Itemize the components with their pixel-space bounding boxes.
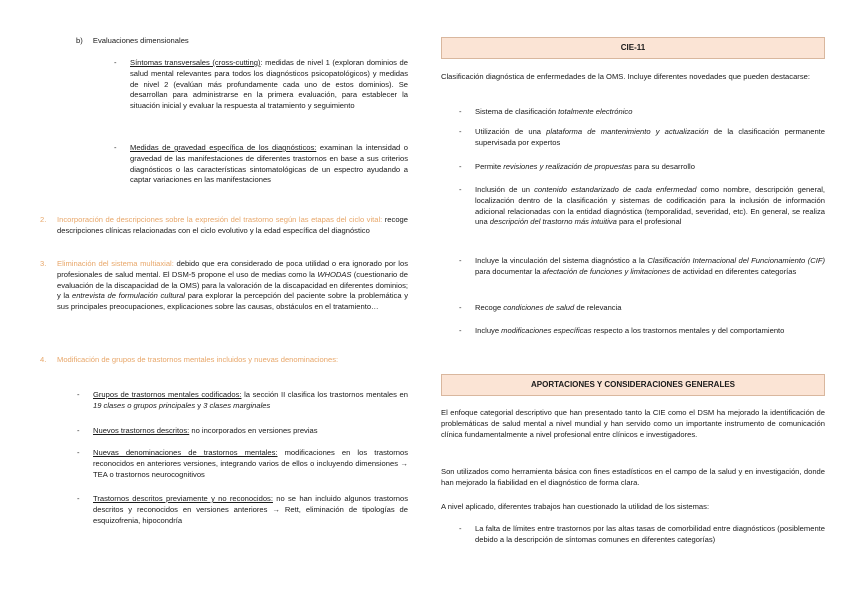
dash-bullet: -: [459, 107, 462, 116]
cie-item: - Incluye modificaciones específicas respecto a los trastornos mentales y del comportamiento: [459, 326, 785, 335]
item-text: recoge descripciones clínicas relacionadas con el ciclo evolutivo y la edad específica del diagnóstico: [57, 215, 408, 235]
dash-bullet: -: [459, 326, 462, 335]
item-4-sub-1: - Grupos de trastornos mentales codificados: la sección II clasifica los trastornos mentales en 19 clases o grupos principales y 3 clases marginales: [77, 390, 408, 410]
b-item-head: Síntomas transversales (cross-cutting): [130, 58, 261, 67]
b-item-cross-cutting: [114, 58, 408, 112]
b-item-text: examinan la intensidad o gravedad de las manifestaciones de diferentes trastornos en base a sus criterios diagnósticos o las características sintomatológicas de un espectro ayudando a captar variaciones en las manifestaciones: [130, 143, 408, 185]
item-4-sub-4: - Trastornos descritos previamente y no reconocidos: no se han incluido algunos trastornos descritos y reconocidos en versiones anteriores → Rett, eliminación de tipologías de esquizofrenia, hipocondría: [77, 494, 408, 525]
cie-11-header: CIE-11: [441, 37, 825, 59]
sub-head: Trastornos descritos previamente y no reconocidos:: [93, 494, 273, 503]
p3-item: - La falta de límites entre trastornos por las altas tasas de comorbilidad entre diagnósticos (posiblemente debido a la descripción de síntomas comunes en diferentes categorías): [459, 524, 825, 544]
cie-item: - Utilización de una plataforma de mantenimiento y actualización de la clasificación permanente supervisada por expertos: [459, 127, 825, 147]
b-item-text: : medidas de nivel 1 (exploran dominios de salud mental relevantes para todos los diagnósticos psicopatológicos) y medidas de nivel 2 (evalúan más profundamente cada uno de estos dominios). Se desarrollan para administrarse en la primera evaluación, para establecer la situación inicial y evaluar la respuesta al tratamiento y seguimiento: [130, 58, 408, 111]
cie-item: - Sistema de clasificación totalmente electrónico: [459, 107, 633, 116]
item-2-ciclo-vital: [40, 215, 408, 237]
sub-head: Nuevas denominaciones de trastornos mentales:: [93, 448, 278, 457]
item-3-multiaxial: 3. Eliminación del sistema multiaxial: debido que era considerado de poca utilidad o era ignorado por los profesionales de salud mental. El DSM-5 propone el uso de medias como la WHODAS (cuestionario de evaluación de la discapacidad de la OMS) para la valoración de la discapacidad en diferentes dominios; y la entrevista de formulación cultural para explorar la percepción del paciente sobre la problemática y sus principales preocupaciones, explicaciones sobre las causas, obstáculos en el tratamiento…: [40, 259, 408, 312]
cie-item: - Recoge condiciones de salud de relevancia: [459, 303, 622, 312]
item-number: 3.: [40, 259, 47, 268]
paragraph-3: A nivel aplicado, diferentes trabajos han cuestionado la utilidad de los sistemas:: [441, 502, 710, 511]
cie-item: - Inclusión de un contenido estandarizado de cada enfermedad como nombre, descripción general, localización dentro de la clasificación y sistemas de codificación para la inclusión de información adicional relacionadas con la entidad diagnóstica (temporalidad, severidad, etc). En general, se realiza una descripción del trastorno más intuitiva para el profesional: [459, 185, 825, 227]
dash-bullet: -: [459, 127, 462, 136]
section-b-label: b): [76, 36, 83, 45]
item-head: Modificación de grupos de trastornos mentales incluidos y nuevas denominaciones:: [57, 355, 339, 364]
cie-item: - Incluye la vinculación del sistema diagnóstico a la Clasificación Internacional del Funcionamiento (CIF) para documentar la afectación de funciones y limitaciones de actividad en diferentes categorías: [459, 256, 825, 276]
dash-bullet: -: [459, 303, 462, 312]
sub-head: Grupos de trastornos mentales codificados:: [93, 390, 242, 399]
dash-bullet: -: [114, 58, 117, 67]
aportaciones-header: APORTACIONES Y CONSIDERACIONES GENERALES: [441, 374, 825, 396]
b-item-head: Medidas de gravedad específica de los diagnósticos:: [130, 143, 317, 152]
item-4-sub-3: - Nuevas denominaciones de trastornos mentales: modificaciones en los trastornos reconocidos en anteriores versiones, integrando varios de ellos o incluyendo dimensiones → TEA o trastornos neurocognitivos: [77, 448, 408, 479]
dash-bullet: -: [77, 494, 80, 503]
section-b-heading: [76, 36, 189, 47]
b-item-gravedad: [114, 143, 408, 186]
entrevista-term: entrevista de formulación cultural: [71, 291, 185, 301]
cie-item: - Permite revisiones y realización de propuestas para su desarrollo: [459, 162, 695, 171]
paragraph-1: El enfoque categorial descriptivo que han presentado tanto la CIE como el DSM ha mejorado la identificación de problemáticas de salud mental a nivel mundial y han servido como un importante instrumento de comunicación clínica fundamentalmente a nivel profesional entre clínicos e investigadores.: [441, 408, 825, 439]
item-head: Eliminación del sistema multiaxial:: [57, 259, 174, 268]
item-number: 2.: [40, 215, 47, 224]
paragraph-2: Son utilizados como herramienta básica con fines estadísticos en el campo de la salud y en investigación, donde han mejorado la fiabilidad en el diagnóstico de forma clara.: [441, 467, 825, 487]
dash-bullet: -: [459, 256, 462, 265]
dash-bullet: -: [459, 185, 462, 194]
dash-bullet: -: [459, 524, 462, 533]
whodas-term: WHODAS: [317, 269, 352, 279]
dash-bullet: -: [114, 143, 117, 152]
dash-bullet: -: [77, 426, 80, 435]
sub-head: Nuevos trastornos descritos:: [93, 426, 190, 435]
section-b-title: Evaluaciones dimensionales: [92, 36, 189, 45]
item-4-sub-2: - Nuevos trastornos descritos: no incorporados en versiones previas: [77, 426, 318, 435]
dash-bullet: -: [77, 390, 80, 399]
item-number: 4.: [40, 355, 47, 364]
dash-bullet: -: [459, 162, 462, 171]
cie-intro: Clasificación diagnóstica de enfermedades de la OMS. Incluye diferentes novedades que pueden destacarse:: [441, 72, 810, 81]
dash-bullet: -: [77, 448, 80, 457]
item-head: Incorporación de descripciones sobre la expresión del trastorno según las etapas del ciclo vital:: [57, 215, 383, 224]
item-4-modificacion: [40, 355, 408, 366]
